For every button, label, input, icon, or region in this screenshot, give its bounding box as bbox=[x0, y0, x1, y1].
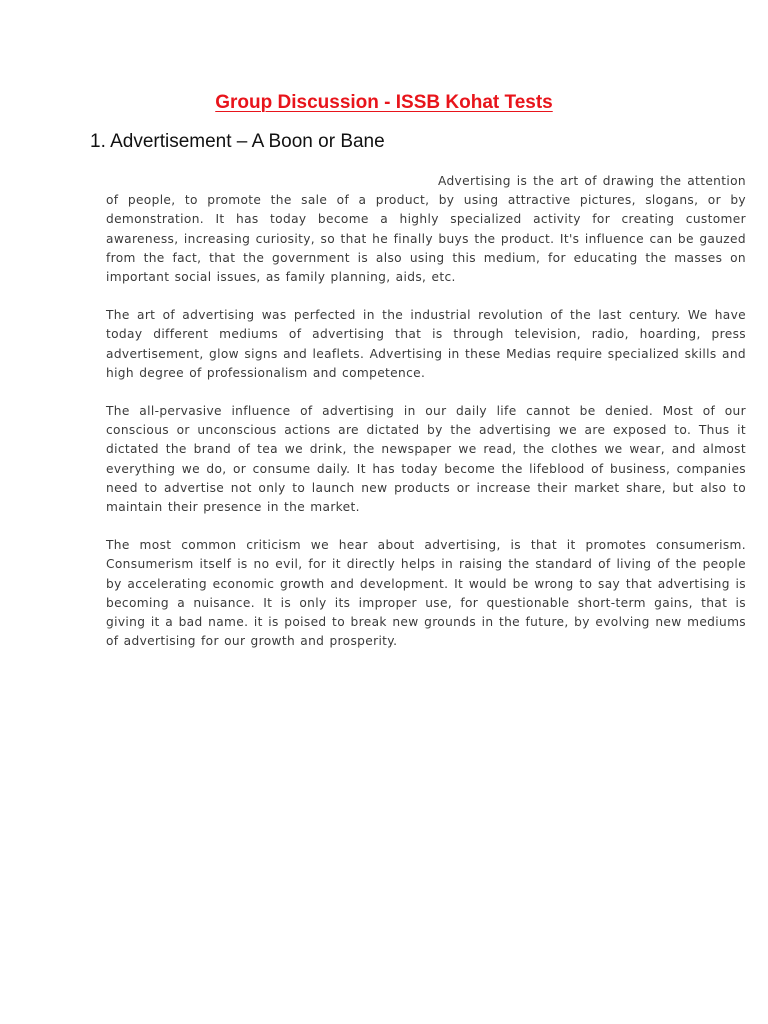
paragraph-4: The most common criticism we hear about advertising, is that it promotes consumerism. Consumerism itself is no evil, for it directly helps in raising the standard of living of the people by accelerating economic growth and development. It would be wrong to say that advertising is becoming a nuisance. It is only its improper use, for questionable short-term gains, that is giving it a bad name. it is poised to break new grounds in the future, by evolving new mediums of advertising for our growth and prosperity. bbox=[106, 538, 746, 649]
paragraph-3: The all-pervasive influence of advertising in our daily life cannot be denied. Most of our conscious or unconscious actions are dictated by the advertising we are exposed to. Thus it dictated the brand of tea we drink, the newspaper we read, the clothes we wear, and almost everything we do, or consume daily. It has today become the lifeblood of business, companies need to advertise not only to launch new products or increase their market share, but also to maintain their presence in the market. bbox=[106, 404, 746, 515]
paragraph-2: The art of advertising was perfected in the industrial revolution of the last century. We have today different mediums of advertising that is through television, radio, hoarding, press advertisement, glow signs and leaflets. Advertising in these Medias require specialized skills and high degree of professionalism and competence. bbox=[106, 308, 746, 380]
paragraph-1: Advertising is the art of drawing the attention of people, to promote the sale of a product, by using attractive pictures, slogans, or by demonstration. It has today become a highly specialized activity for creating customer awareness, increasing curiosity, so that he finally buys the product. It's influence can be gauzed from the fact, that the government is also using this medium, for educating the masses on important social issues, as family planning, aids, etc. bbox=[106, 174, 746, 285]
section-heading: 1. Advertisement – A Boon or Bane bbox=[90, 131, 385, 152]
article-body bbox=[106, 172, 746, 670]
document-title bbox=[0, 92, 768, 114]
document-title-text: Group Discussion - ISSB Kohat Tests bbox=[215, 92, 553, 113]
